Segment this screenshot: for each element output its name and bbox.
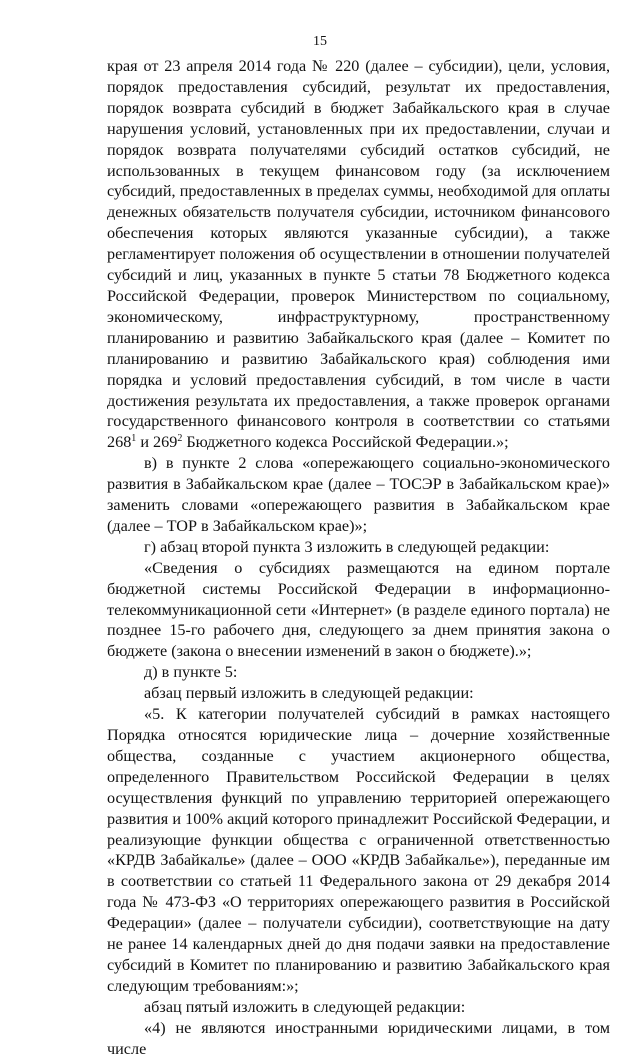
text-run: края от 23 апреля 2014 года № 220 (далее – субсидии), цели, условия, порядок предоставления субсидий, результат их предоставления, порядок возврата субсидий в бюджет Забайкальского края в случае нарушения условий, установленных при их предоставлении, случаи и порядок возврата получателями субсидий остатков субсидий, не использованных в текущем финансовом году (за исключением субсидий, предоставленных в пределах суммы, необходимой для оплаты денежных обязательств получателя субсидии, источником финансового обеспечения которых являются указанные субсидии), а также регламентирует положения об осуществлении в отношении получателей субсидий и лиц, указанных в пункте 5 статьи 78 Бюджетного кодекса Российской Федерации, проверок Министерством по социальному, экономическому, инфраструктурному, пространственному планированию и развитию Забайкальского края (далее – Комитет по планированию и развитию Забайкальского края) соблюдения ими порядка и условий предоставления субсидий, в том числе в части достижения результата их предоставления, а также проверок органами государственного финансового контроля в соответствии со статьями 268 [107,57,610,452]
document-body [107,56,610,1060]
paragraph-point-5: «5. К категории получателей субсидий в рамках настоящего Порядка относятся юридические лица – дочерние хозяйственные общества, созданные с участием акционерного общества, определенного Правительством Российской Федерации в целях осуществления функций по управлению территорией опережающего развития и 100% акций которого принадлежит Российской Федерации, и реализующие функции общества с ограниченной ответственностью «КРДВ Забайкалье» (далее – ООО «КРДВ Забайкалье»), переданные им в соответствии со статьей 11 Федерального закона от 29 декабря 2014 года № 473-ФЗ «О территориях опережающего развития в Российской Федерации» (далее – получатели субсидии), соответствующие на дату не ранее 14 календарных дней до дня подачи заявки на предоставление субсидий в Комитет по планированию и развитию Забайкальского края следующим требованиям:»; [107,705,610,995]
paragraph-item-v: в) в пункте 2 слова «опережающего социально-экономического развития в Забайкальском крае (далее – ТОСЭР в Забайкальском крае)» заменить словами «опережающего развития в Забайкальском крае (далее – ТОР в Забайкальском крае)»; [107,454,610,535]
paragraph-first-abzac: абзац первый изложить в следующей редакции: [144,684,474,703]
superscript: 1 [131,433,137,445]
page-number: 15 [313,34,327,49]
paragraph-item-g: г) абзац второй пункта 3 изложить в следующей редакции: [144,537,550,556]
paragraph-item-d: д) в пункте 5: [144,663,238,682]
text-run: и 269 [136,433,178,452]
paragraph-point-4: «4) не являются иностранными юридическими лицами, в том числе [107,1018,610,1058]
paragraph-quote-info: «Сведения о субсидиях размещаются на едином портале бюджетной системы Российской Федерации в информационно-телекоммуникационной сети «Интернет» (в разделе единого портала) не позднее 15-го рабочего дня, следующего за днем принятия закона о бюджете (закона о внесении изменений в закон о бюджете).»; [107,558,610,661]
superscript: 2 [177,433,183,445]
paragraph-subsidy-procedure [107,56,610,453]
paragraph-fifth-abzac: абзац пятый изложить в следующей редакции: [144,997,466,1016]
text-run: Бюджетного кодекса Российской Федерации.»; [182,433,509,452]
